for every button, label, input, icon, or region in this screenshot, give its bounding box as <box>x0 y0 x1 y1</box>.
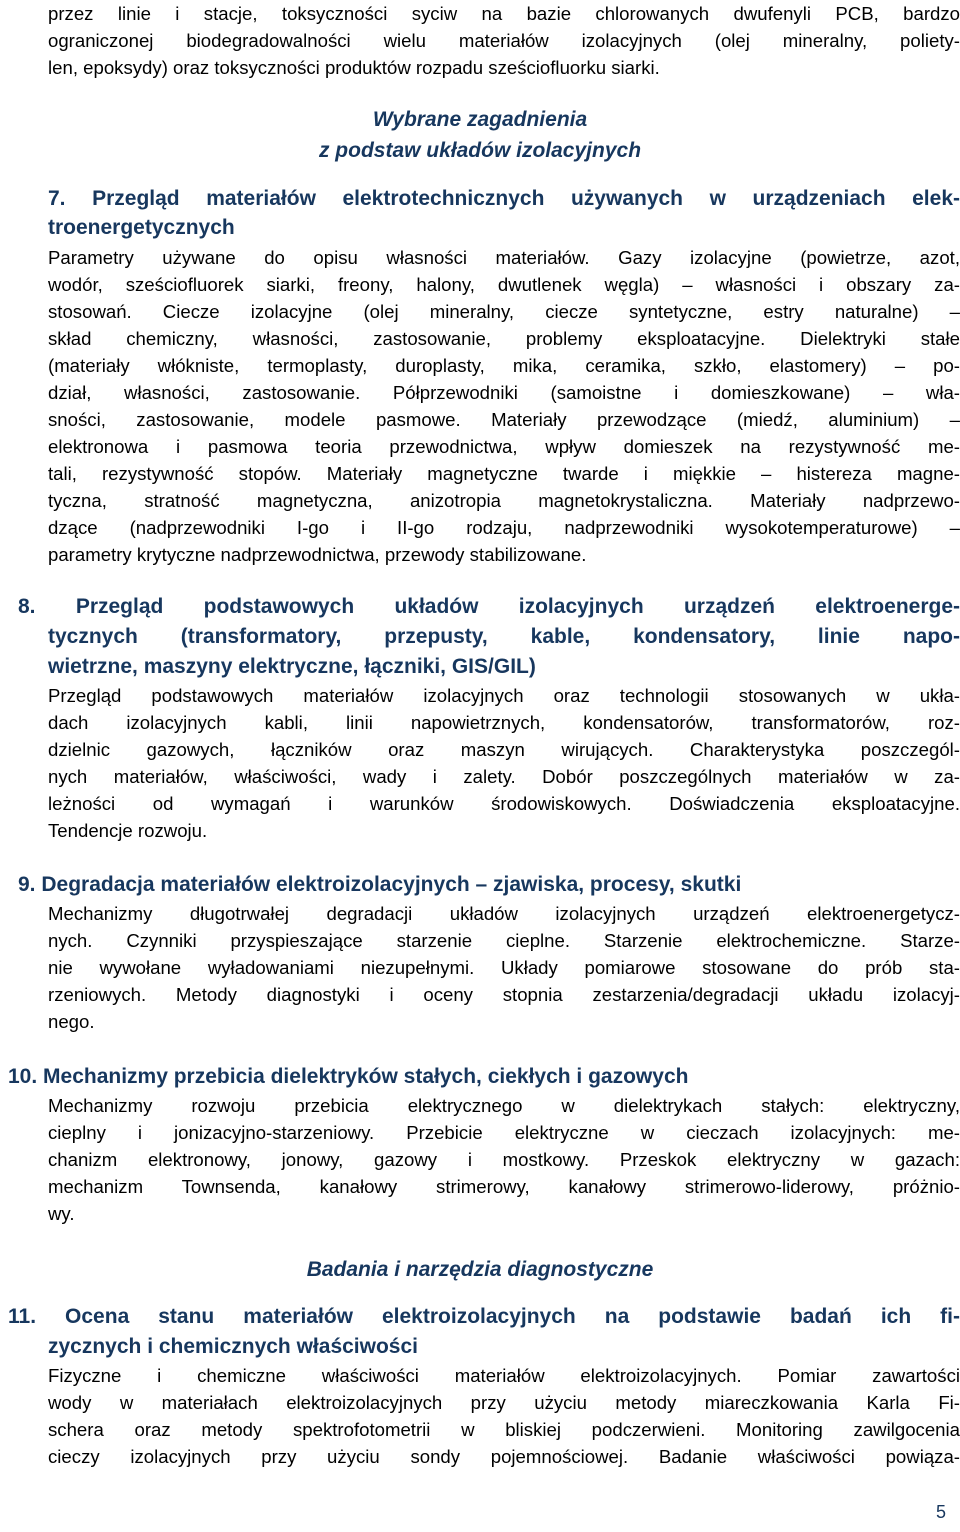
text-line: parametry krytyczne nadprzewodnictwa, przewody stabilizowane. <box>48 544 587 565</box>
text-line: (materiały włókniste, termoplasty, duroplasty, mika, ceramika, szkło, elastomery) – po- <box>48 355 960 376</box>
text-line: nych. Czynniki przyspieszające starzenie cieplne. Starzenie elektrochemiczne. Starze- <box>48 930 960 951</box>
section-11 <box>8 1302 960 1470</box>
text-line: cieplny i jonizacyjno-starzeniowy. Przebicie elektryczne w cieczach izolacyjnych: me- <box>48 1122 960 1143</box>
section-8-body <box>18 682 960 844</box>
text-line: nego. <box>48 1011 95 1032</box>
section-8-title: wietrzne, maszyny elektryczne, łączniki, GIS/GIL) <box>48 655 536 678</box>
text-line: Mechanizmy rozwoju przebicia elektrycznego w dielektrykach stałych: elektryczny, <box>48 1095 960 1116</box>
text-line: stosowań. Ciecze izolacyjne (olej mineralny, ciecze syntetyczne, estry naturalne) – <box>48 301 960 322</box>
text-line: rzeniowych. Metody diagnostyki i oceny stopnia zestarzenia/degradacji układu izolacyj- <box>48 984 960 1005</box>
text-line: wody w materiałach elektroizolacyjnych przy użyciu metody miareczkowania Karla Fi- <box>48 1392 960 1413</box>
text-line: len, epoksydy) oraz toksyczności produktów rozpadu sześciofluorku siarki. <box>48 57 660 78</box>
section-header-diagnostics <box>48 1254 960 1285</box>
text-line: nych materiałów, właściwości, wady i zalety. Dobór poszczególnych materiałów w za- <box>48 766 960 787</box>
section-7-title: 7. Przegląd materiałów elektrotechnicznych używanych w urządzeniach elek- <box>48 187 960 210</box>
text-line: elektronowa i pasmowa teoria przewodnictwa, wpływ domieszek na rezystywność me- <box>48 436 960 457</box>
text-line: nie wywołane wyładowaniami niezupełnymi. Układy pomiarowe stosowane do prób sta- <box>48 957 960 978</box>
section-11-body <box>8 1362 960 1470</box>
section-header-line: Wybrane zagadnienia <box>372 108 588 131</box>
text-line: leżności od wymagań i warunków środowiskowych. Doświadczenia eksploatacyjne. <box>48 793 960 814</box>
text-line: Parametry używane do opisu własności materiałów. Gazy izolacyjne (powietrze, azot, <box>48 247 960 268</box>
text-line: dzielnic gazowych, łączników oraz maszyn wirujących. Charakterystyka poszczegól- <box>48 739 960 760</box>
text-line: Fizyczne i chemiczne właściwości materiałów elektroizolacyjnych. Pomiar zawartości <box>48 1365 960 1386</box>
text-line: chanizm elektronowy, jonowy, gazowy i mostkowy. Przeskok elektryczny w gazach: <box>48 1149 960 1170</box>
text-line: przez linie i stacje, toksyczności syciw na bazie chlorowanych dwufenyli PCB, bardzo <box>48 3 960 24</box>
text-line: skład chemiczny, własności, zastosowanie, problemy eksploatacyjne. Dielektryki stałe <box>48 328 960 349</box>
text-line: dział, własności, zastosowanie. Półprzewodniki (samoistne i domieszkowane) – wła- <box>48 382 960 403</box>
text-line: wy. <box>48 1203 75 1224</box>
text-line: schera oraz metody spektrofotometrii w bliskiej podczerwieni. Monitoring zawilgocenia <box>48 1419 960 1440</box>
text-line: dach izolacyjnych kabli, linii napowietrznych, kondensatorów, transformatorów, roz- <box>48 712 960 733</box>
section-10 <box>8 1062 960 1227</box>
text-line: Przegląd podstawowych materiałów izolacyjnych oraz technologii stosowanych w ukła- <box>48 685 960 706</box>
text-line: cieczy izolacyjnych przy użyciu sondy pojemnościowej. Badanie właściwości powiąza- <box>48 1446 960 1467</box>
section-8-title: 8. Przegląd podstawowych układów izolacyjnych urządzeń elektroenerge- <box>18 595 960 618</box>
section-header-line: z podstaw układów izolacyjnych <box>318 139 642 162</box>
text-line: ograniczonej biodegradowalności wielu materiałów izolacyjnych (olej mineralny, poliety- <box>48 30 960 51</box>
section-11-title: 11. Ocena stanu materiałów elektroizolacyjnych na podstawie badań ich fi- <box>8 1305 960 1328</box>
text-line: wodór, sześciofluorek siarki, freony, halony, dwutlenek węgla) – własności i obszary za- <box>48 274 960 295</box>
section-7 <box>48 184 960 568</box>
text-line: tyczna, stratność magnetyczna, anizotropia magnetokrystaliczna. Materiały nadprzewo- <box>48 490 960 511</box>
section-7-body <box>48 244 960 568</box>
intro-paragraph <box>48 0 960 81</box>
section-header-foundations <box>48 104 960 166</box>
section-10-body <box>8 1092 960 1227</box>
text-line: tali, rezystywność stopów. Materiały magnetyczne twarde i miękkie – histereza magne- <box>48 463 960 484</box>
section-9-body <box>18 900 960 1035</box>
text-line: Mechanizmy długotrwałej degradacji układów izolacyjnych urządzeń elektroenergetycz- <box>48 903 960 924</box>
section-header-line: Badania i narzędzia diagnostyczne <box>306 1258 654 1281</box>
section-8 <box>18 592 960 844</box>
section-9-title: 9. Degradacja materiałów elektroizolacyjnych – zjawiska, procesy, skutki <box>18 873 742 896</box>
section-8-title: tycznych (transformatory, przepusty, kable, kondensatory, linie napo- <box>48 625 960 648</box>
section-7-title: troenergetycznych <box>48 216 235 239</box>
page-number: 5 <box>935 1502 946 1522</box>
section-11-title: zycznych i chemicznych właściwości <box>48 1335 418 1358</box>
section-10-title: 10. Mechanizmy przebicia dielektryków stałych, ciekłych i gazowych <box>8 1065 689 1088</box>
text-line: mechanizm Townsenda, kanałowy strimerowy, kanałowy strimerowo-liderowy, próżnio- <box>48 1176 960 1197</box>
section-9 <box>18 870 960 1035</box>
text-line: Tendencje rozwoju. <box>48 820 208 841</box>
text-line: sności, zastosowanie, modele pasmowe. Materiały przewodzące (miedź, aluminium) – <box>48 409 960 430</box>
text-line: dzące (nadprzewodniki I-go i II-go rodzaju, nadprzewodniki wysokotemperaturowe) – <box>48 517 960 538</box>
